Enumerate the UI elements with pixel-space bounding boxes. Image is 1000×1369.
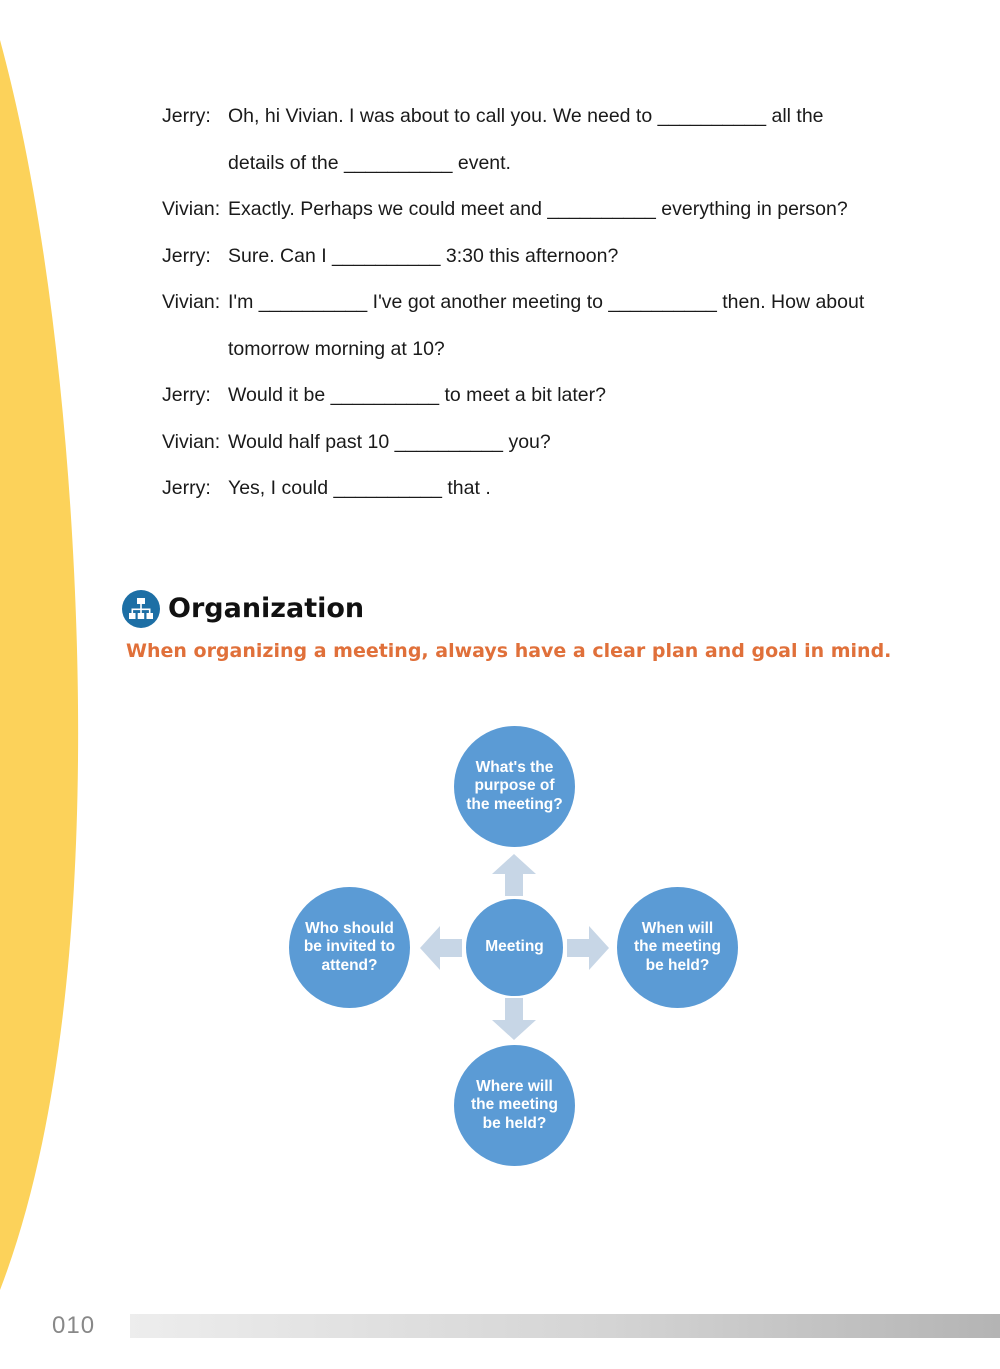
speech-text: I'm __________ I've got another meeting to __________ then. How about <box>228 291 865 313</box>
meeting-diagram <box>270 710 770 1190</box>
section-subtitle: When organizing a meeting, always have a clear plan and goal in mind. <box>126 640 892 662</box>
org-chart-icon <box>122 590 160 628</box>
speech-text: Sure. Can I __________ 3:30 this afternoon? <box>228 244 619 267</box>
arrow-down-icon <box>492 998 536 1040</box>
speech-text: tomorrow morning at 10? <box>228 337 445 360</box>
page-number: 010 <box>52 1312 96 1339</box>
speech-text: Yes, I could __________ that . <box>228 477 491 499</box>
speech-text: Would it be __________ to meet a bit later? <box>228 384 606 406</box>
node-right-label: When will the meeting be held? <box>634 919 721 974</box>
arrow-right-icon <box>567 926 609 970</box>
node-top-label: What's the purpose of the meeting? <box>466 758 563 813</box>
node-center-label: Meeting <box>485 938 544 956</box>
speaker-label: Jerry: <box>162 384 211 406</box>
speaker-label: Vivian: <box>162 198 221 220</box>
node-left <box>289 887 410 1008</box>
yellow-side-swoosh <box>0 0 120 1369</box>
speaker-label: Jerry: <box>162 244 211 267</box>
section-title: Organization <box>168 593 365 624</box>
arrow-left-icon <box>420 926 462 970</box>
speaker-label: Jerry: <box>162 477 211 499</box>
speaker-label: Vivian: <box>162 291 221 313</box>
speech-text: Exactly. Perhaps we could meet and __________ everything in person? <box>228 198 848 220</box>
footer-bar <box>130 1314 1000 1338</box>
node-right <box>617 887 738 1008</box>
node-center <box>466 899 563 996</box>
speaker-label: Vivian: <box>162 430 221 453</box>
arrow-up-icon <box>492 854 536 896</box>
speaker-label: Jerry: <box>162 105 211 127</box>
node-bottom-label: Where will the meeting be held? <box>471 1077 558 1132</box>
node-bottom <box>454 1045 575 1166</box>
node-top <box>454 726 575 847</box>
speech-text: details of the __________ event. <box>228 151 511 174</box>
node-left-label: Who should be invited to attend? <box>303 919 396 974</box>
speech-text: Oh, hi Vivian. I was about to call you. We need to __________ all the <box>228 105 824 127</box>
speech-text: Would half past 10 __________ you? <box>228 430 551 453</box>
